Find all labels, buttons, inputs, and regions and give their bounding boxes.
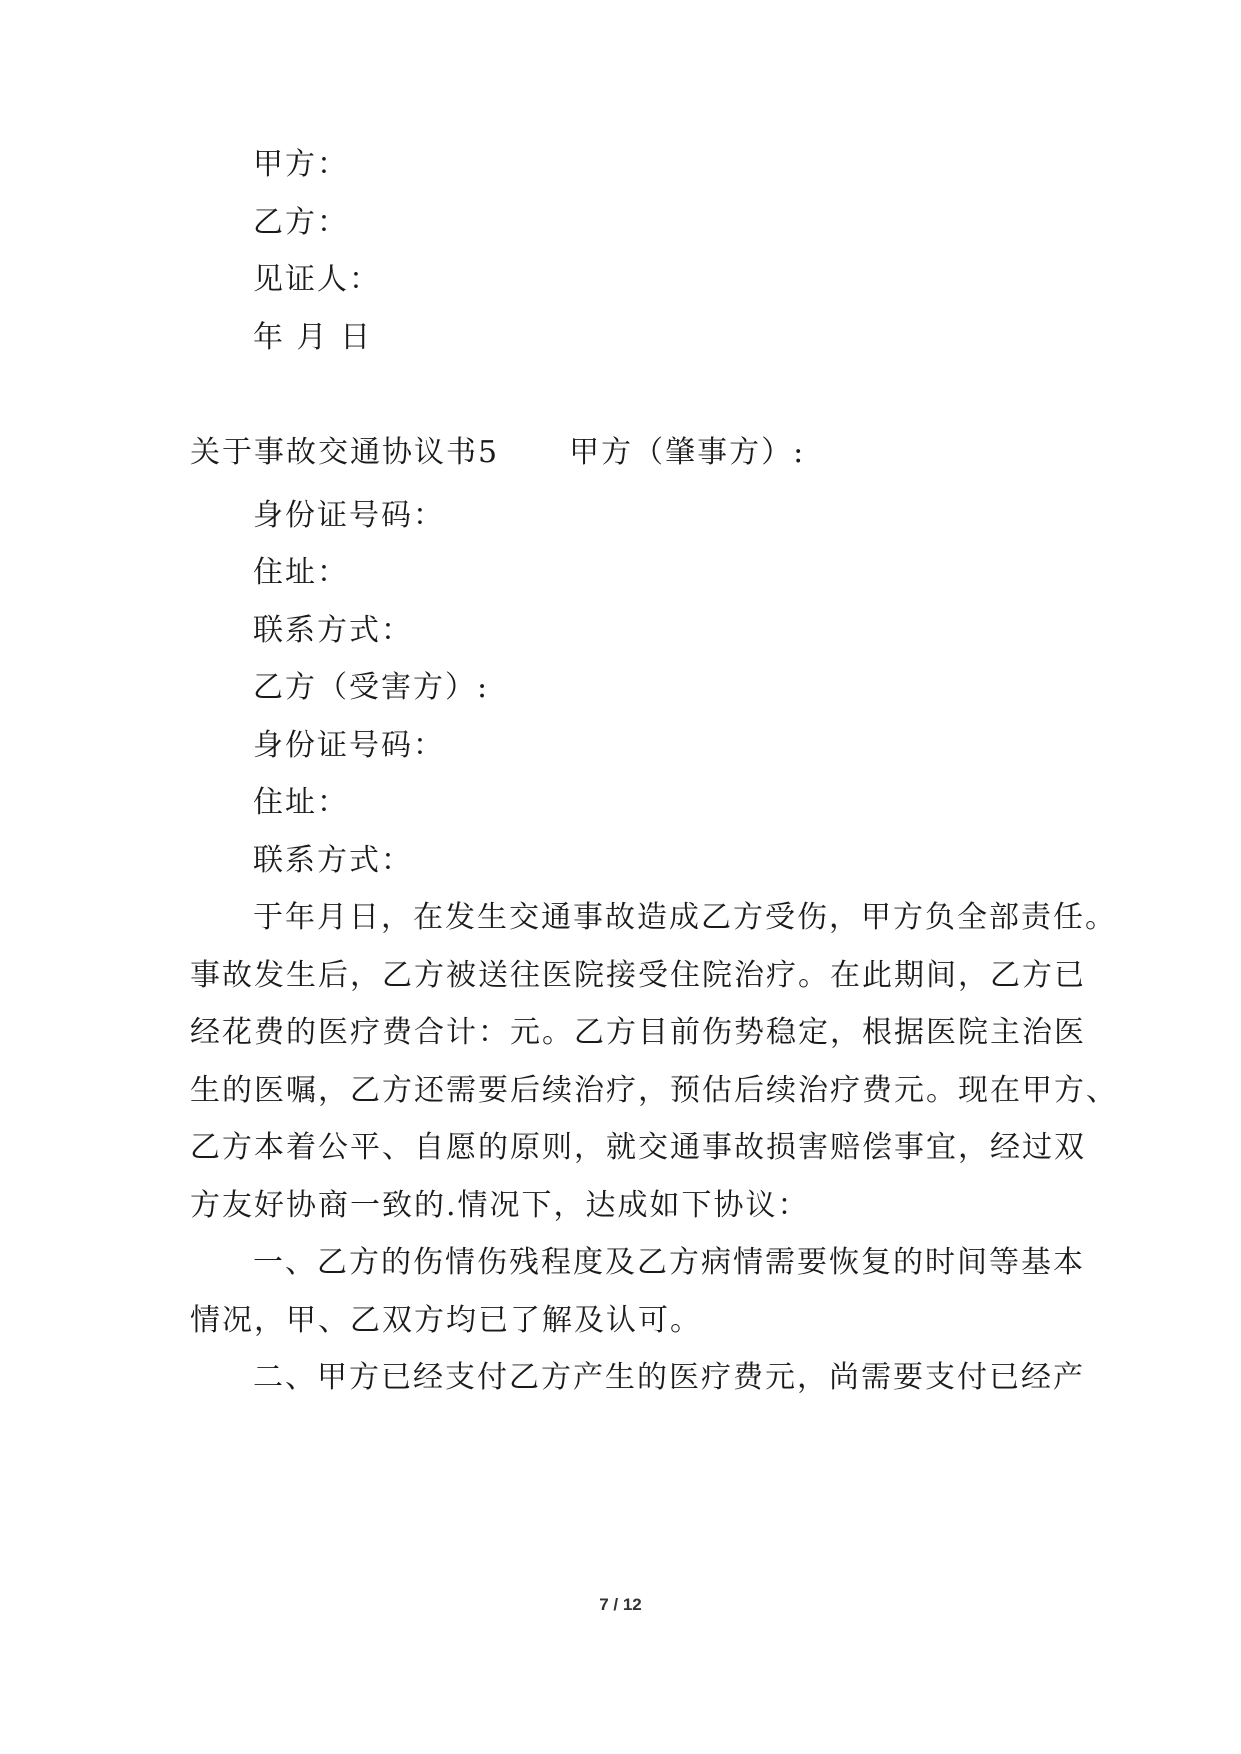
section-title: 关于事故交通协议书5: [190, 435, 500, 470]
signature-party-b: 乙方：: [253, 205, 349, 240]
paragraph-1-line: 生的医嘱，乙方还需要后续治疗，预估后续治疗费元。现在甲方、: [190, 1073, 1118, 1108]
signature-party-a: 甲方：: [253, 147, 349, 182]
party-b-address: 住址：: [253, 785, 349, 820]
paragraph-1-line: 方友好协商一致的.情况下，达成如下协议：: [190, 1188, 810, 1223]
section-title-line: [190, 433, 805, 473]
clause-1-line: 一、乙方的伤情伤残程度及乙方病情需要恢复的时间等基本: [253, 1245, 1085, 1280]
clause-1-line: 情况，甲、乙双方均已了解及认可。: [190, 1303, 702, 1338]
signature-witness: 见证人：: [253, 262, 381, 297]
party-a-address: 住址：: [253, 555, 349, 590]
paragraph-1-line: 经花费的医疗费合计：元。乙方目前伤势稳定，根据医院主治医: [190, 1015, 1086, 1050]
party-a-heading: 甲方（肇事方）:: [569, 435, 806, 470]
party-a-contact: 联系方式：: [253, 613, 413, 648]
page-number: 7 / 12: [599, 1595, 642, 1614]
paragraph-1-line: 乙方本着公平、自愿的原则，就交通事故损害赔偿事宜，经过双: [190, 1130, 1086, 1165]
signature-date: 年 月 日: [253, 320, 373, 355]
clause-2-line: 二、甲方已经支付乙方产生的医疗费元，尚需要支付已经产: [253, 1360, 1085, 1395]
party-b-heading: 乙方（受害方）:: [253, 670, 490, 705]
party-b-contact: 联系方式：: [253, 843, 413, 878]
party-b-id-number: 身份证号码：: [253, 728, 445, 763]
party-a-id-number: 身份证号码：: [253, 498, 445, 533]
paragraph-1-line: 事故发生后，乙方被送往医院接受住院治疗。在此期间，乙方已: [190, 958, 1086, 993]
paragraph-1-line: 于年月日，在发生交通事故造成乙方受伤，甲方负全部责任。: [253, 900, 1117, 935]
